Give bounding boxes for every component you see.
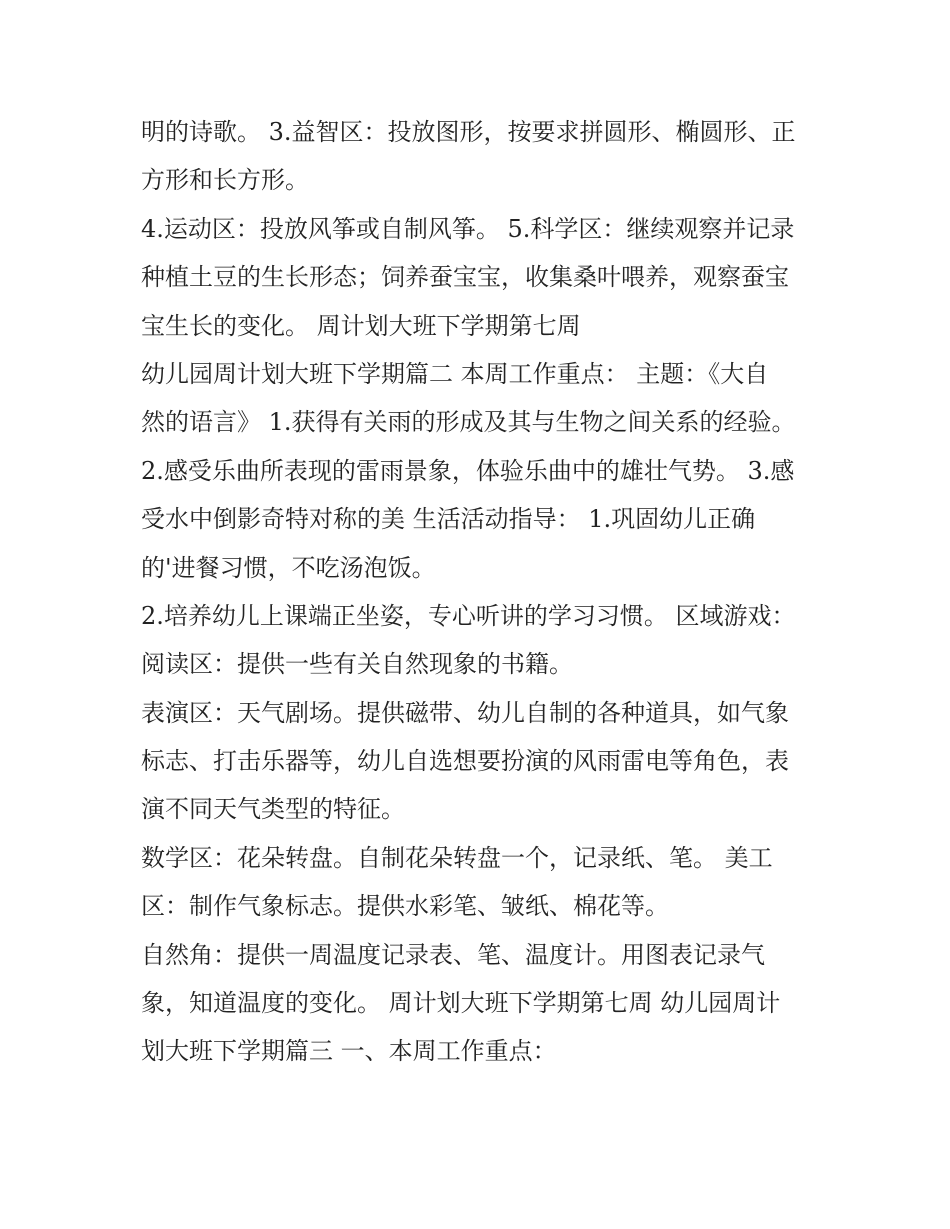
text-line: 数学区：花朵转盘。自制花朵转盘一个，记录纸、笔。 美工 [141, 843, 773, 872]
text-line: 阅读区：提供一些有关自然现象的书籍。 [141, 650, 573, 679]
text-line: 划大班下学期篇三 一、本周工作重点： [141, 1037, 557, 1066]
text-line: 象，知道温度的变化。 周计划大班下学期第七周 幼儿园周计 [141, 989, 781, 1018]
text-line: 4.运动区：投放风筝或自制风筝。 5.科学区：继续观察并记录 [141, 214, 795, 243]
text-line: 的'进餐习惯，不吃汤泡饭。 [141, 553, 436, 582]
text-line: 标志、打击乐器等，幼儿自选想要扮演的风雨雷电等角色，表 [141, 747, 789, 776]
document-body [141, 108, 821, 1076]
text-line: 演不同天气类型的特征。 [141, 795, 405, 824]
text-line: 自然角：提供一周温度记录表、笔、温度计。用图表记录气 [141, 940, 765, 969]
text-line: 种植土豆的生长形态；饲养蚕宝宝，收集桑叶喂养，观察蚕宝 [141, 263, 789, 292]
text-line: 然的语言》 1.获得有关雨的形成及其与生物之间关系的经验。 [141, 408, 796, 437]
text-line: 2.培养幼儿上课端正坐姿，专心听讲的学习习惯。 区域游戏： [141, 601, 796, 630]
text-line: 区：制作气象标志。提供水彩笔、皱纸、棉花等。 [141, 892, 669, 921]
text-line: 方形和长方形。 [141, 166, 309, 195]
text-line: 2.感受乐曲所表现的雷雨景象，体验乐曲中的雄壮气势。 3.感 [141, 456, 795, 485]
text-line: 受水中倒影奇特对称的美 生活活动指导： 1.巩固幼儿正确 [141, 505, 756, 534]
text-line: 幼儿园周计划大班下学期篇二 本周工作重点： 主题：《大自 [141, 359, 769, 388]
text-line: 明的诗歌。 3.益智区：投放图形，按要求拼圆形、椭圆形、正 [141, 118, 796, 146]
text-line: 宝生长的变化。 周计划大班下学期第七周 [141, 311, 581, 340]
text-line: 表演区：天气剧场。提供磁带、幼儿自制的各种道具，如气象 [141, 698, 789, 727]
